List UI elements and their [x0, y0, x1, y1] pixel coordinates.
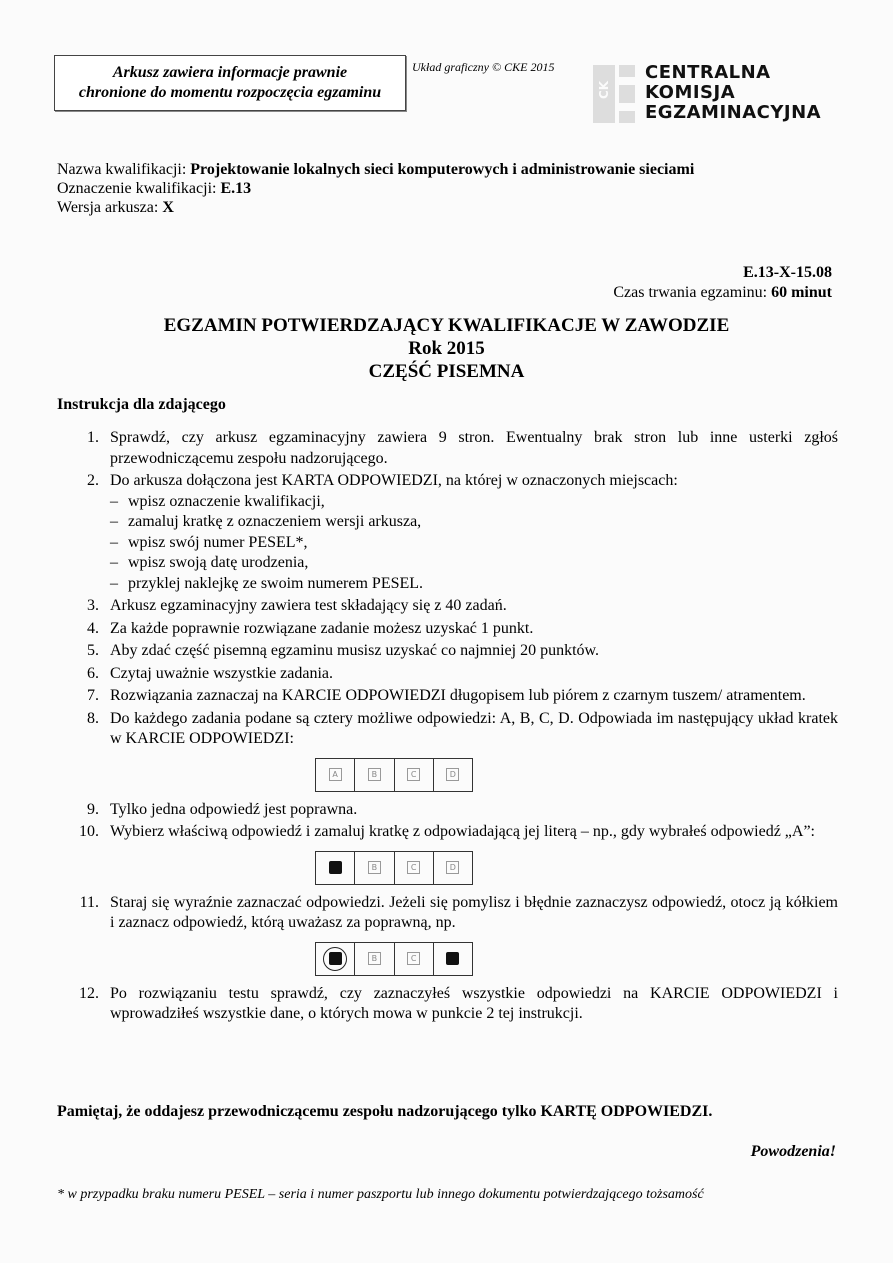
list-item: 9. Tylko jedna odpowiedź jest poprawna. — [87, 800, 358, 818]
confidentiality-notice — [54, 55, 406, 111]
list-item: 4. Za każde poprawnie rozwiązane zadanie możesz uzyskać 1 punkt. — [87, 619, 534, 637]
sub-item: – wpisz oznaczenie kwalifikacji, — [110, 492, 325, 510]
list-item: 10. Wybierz właściwą odpowiedź i zamaluj kratkę z odpowiadającą jej literą – np., gdy wybrałeś odpowiedź „A”: B C D — [60, 822, 838, 891]
answer-grid-example-empty — [315, 758, 473, 792]
sub-item: – zamaluj kratkę z oznaczeniem wersji arkusza, — [110, 513, 422, 530]
notice-line-2: chronione do momentu rozpoczęcia egzaminu — [78, 84, 382, 101]
answer-box-b: B — [368, 768, 381, 781]
good-luck-text: Powodzenia! — [750, 1143, 836, 1160]
cke-logo-text: CENTRALNA KOMISJA EGZAMINACYJNA — [645, 62, 822, 123]
instructions-list — [60, 428, 838, 1027]
list-item: 2. Do arkusza dołączona jest KARTA ODPOWIEDZI, na której w oznaczonych miejscach: – wpisz oznaczenie kwalifikacji, – zamaluj kratkę z oznaczeniem wersji arkusza, – wpisz swój numer PESEL*, – wpisz swoją datę urodzenia, – przyklej naklejkę ze swoim numerem PESEL. — [60, 471, 838, 594]
copyright-text: Układ graficzny © CKE 2015 — [412, 60, 555, 74]
answer-box-a: A — [329, 768, 342, 781]
qualification-code: Oznaczenie kwalifikacji: E.13 — [57, 180, 252, 197]
exam-duration: Czas trwania egzaminu: 60 minut — [613, 284, 832, 301]
answer-box-d: D — [446, 768, 459, 781]
cke-logo-mark-icon: CK — [593, 65, 635, 123]
filled-box-icon — [329, 861, 342, 874]
list-item: 5. Aby zdać część pisemną egzaminu musisz uzyskać co najmniej 20 punktów. — [87, 642, 600, 659]
answer-box-c: C — [407, 768, 420, 781]
reminder-text: Pamiętaj, że oddajesz przewodniczącemu zespołu nadzorującego tylko KARTĘ ODPOWIEDZI. — [57, 1103, 713, 1120]
list-item: 11. Staraj się wyraźnie zaznaczać odpowiedzi. Jeżeli się pomylisz i błędnie zaznaczysz odpowiedź, otocz ją kółkiem i zaznacz odpowiedź, którą uważasz za poprawną, np. B C — [60, 893, 838, 982]
sheet-code: E.13-X-15.08 — [743, 264, 832, 281]
exam-year: Rok 2015 — [408, 338, 485, 359]
list-item: 7. Rozwiązania zaznaczaj na KARCIE ODPOWIEDZI długopisem lub piórem z czarnym tuszem/ atramentem. — [87, 687, 806, 704]
qualification-info — [57, 160, 694, 217]
sub-item: – wpisz swój numer PESEL*, — [110, 533, 308, 551]
exam-code-block — [613, 263, 832, 303]
sub-item: – wpisz swoją datę urodzenia, — [110, 554, 309, 571]
footnote-text: * w przypadku braku numeru PESEL – seria i numer paszportu lub innego dokumentu potwierdzającego tożsamość — [57, 1187, 704, 1202]
instructions-heading: Instrukcja dla zdającego — [57, 396, 226, 413]
exam-title: EGZAMIN POTWIERDZAJĄCY KWALIFIKACJE W ZAWODZIE — [163, 315, 730, 336]
list-item: 6. Czytaj uważnie wszystkie zadania. — [87, 664, 334, 682]
list-item: 8. Do każdego zadania podane są cztery możliwe odpowiedzi: A, B, C, D. Odpowiada im następujący układ kratek w KARCIE ODPOWIEDZI: A B C D — [60, 709, 838, 798]
notice-line-1: Arkusz zawiera informacje prawnie — [112, 64, 348, 81]
exam-part: CZĘŚĆ PISEMNA — [368, 361, 525, 382]
list-item: 12. Po rozwiązaniu testu sprawdź, czy zaznaczyłeś wszystkie odpowiedzi na KARCIE ODPOWIEDZI i wprowadziłeś wszystkie dane, o których mowa w punkcie 2 tej instrukcji. — [79, 984, 838, 1022]
sub-item: – przyklej naklejkę ze swoim numerem PESEL. — [110, 574, 424, 592]
cke-logo — [593, 63, 833, 125]
answer-grid-example-marked: B C D — [315, 851, 473, 885]
answer-grid-example-corrected: B C — [315, 942, 473, 976]
exam-title-block — [0, 314, 893, 383]
list-item: 3. Arkusz egzaminacyjny zawiera test składający się z 40 zadań. — [87, 597, 507, 614]
filled-box-icon — [446, 952, 459, 965]
circled-box-icon — [323, 947, 347, 971]
sheet-version: Wersja arkusza: X — [57, 199, 174, 216]
qualification-name: Nazwa kwalifikacji: Projektowanie lokalnych sieci komputerowych i administrowanie sieciami — [57, 161, 695, 178]
list-item: 1. Sprawdź, czy arkusz egzaminacyjny zawiera 9 stron. Ewentualny brak stron lub inne usterki zgłoś przewodniczącemu zespołu nadzorującego. — [87, 429, 838, 467]
